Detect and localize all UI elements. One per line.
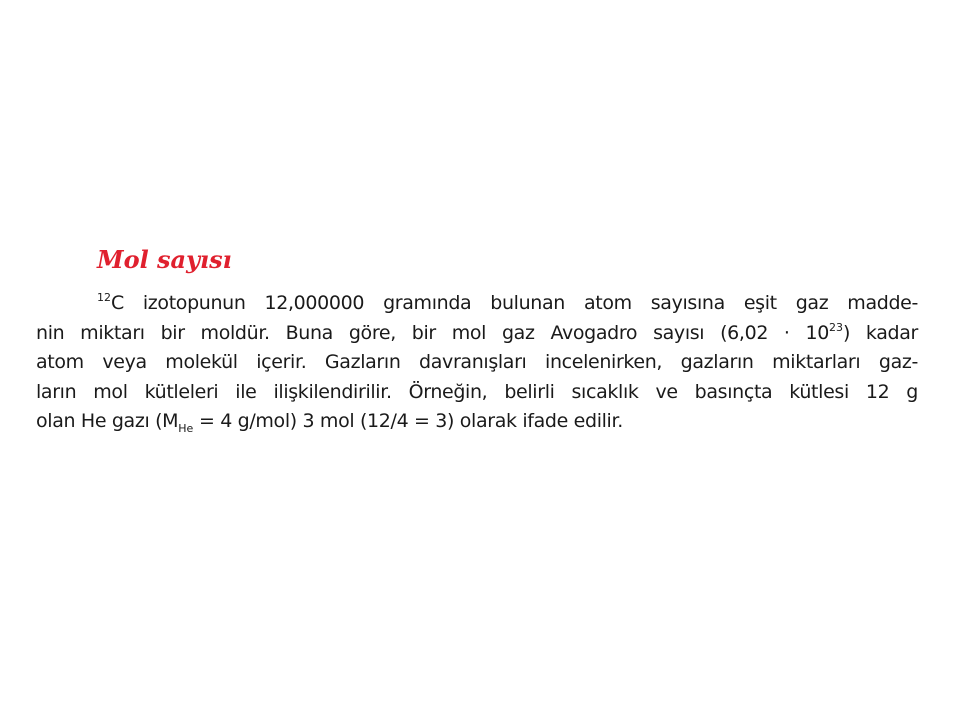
paragraph-line-text: olan He gazı (M <box>36 410 179 432</box>
section-title: Mol sayısı <box>97 245 232 274</box>
paragraph-line: ların mol kütleleri ile ilişkilendirilir. Örneğin, belirli sıcaklık ve basınçta kütlesi 12 g <box>36 380 918 403</box>
paragraph-line <box>36 319 918 349</box>
exponent-superscript: 23 <box>828 320 843 334</box>
paragraph-line <box>36 407 918 437</box>
paragraph-line-text: nin miktarı bir moldür. Buna göre, bir mol gaz Avogadro sayısı (6,02 · 10 <box>36 321 829 344</box>
paragraph-line-text: ) kadar <box>842 321 918 344</box>
paragraph-line: atom veya molekül içerir. Gazların davranışları incelenirken, gazların miktarları gaz- <box>36 351 918 373</box>
paragraph-line <box>36 289 918 319</box>
isotope-mass-superscript: 12 <box>97 291 111 304</box>
paragraph-line-text: = 4 g/mol) 3 mol (12/4 = 3) olarak ifade edilir. <box>193 410 623 432</box>
body-paragraph <box>36 289 918 437</box>
paragraph-line-text: C izotopunun 12,000000 gramında bulunan atom sayısına eşit gaz madde- <box>111 292 918 314</box>
molar-mass-subscript: He <box>178 422 194 435</box>
